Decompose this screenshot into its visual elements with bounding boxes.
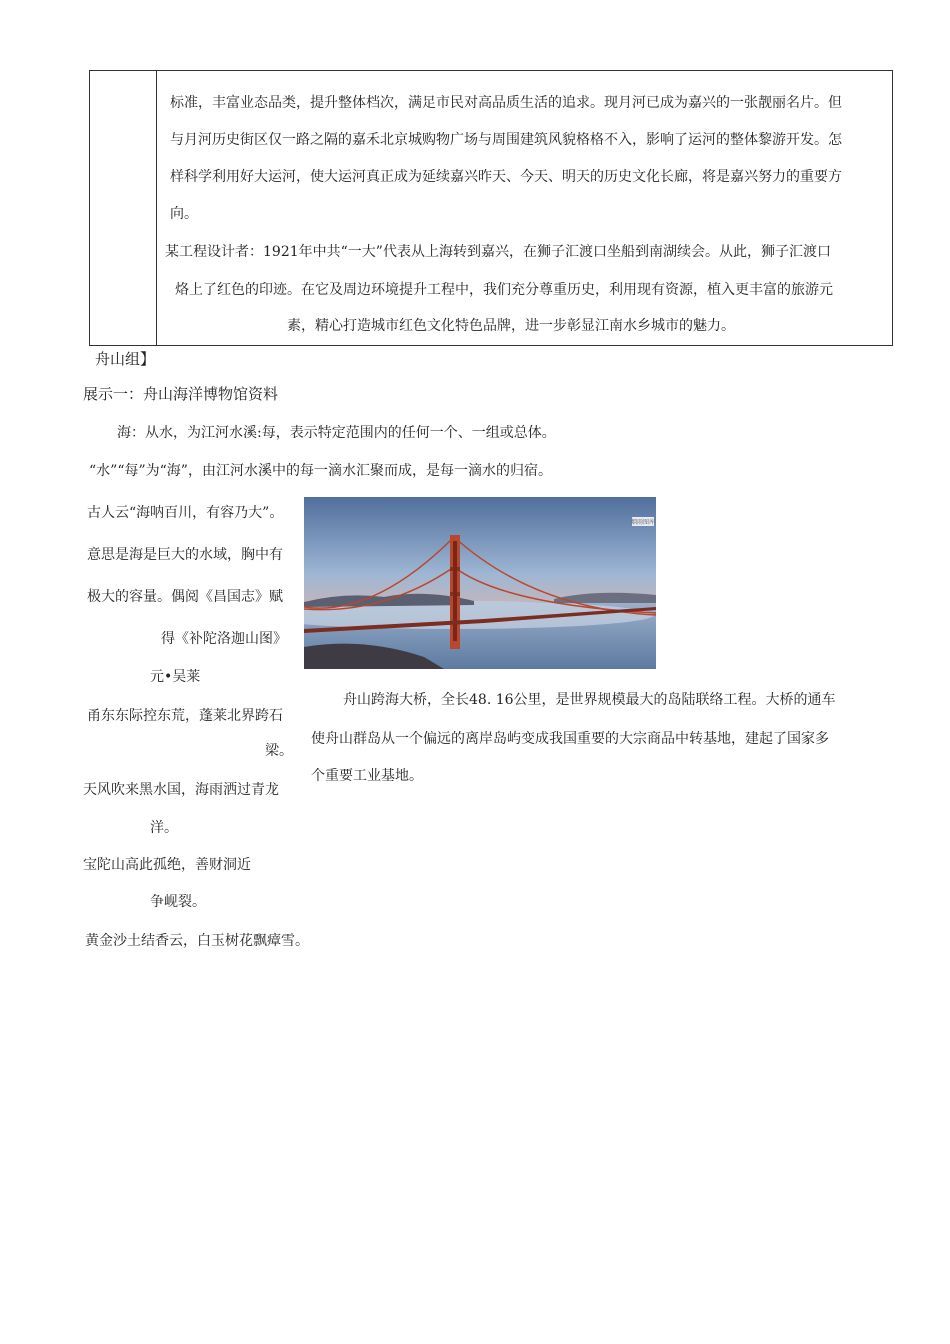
poem-line: 意思是海是巨大的水域，胸中有 (87, 547, 283, 563)
poem-line: 洋。 (150, 820, 178, 836)
intro-line: 海：从水，为江河水溪:每，表示特定范围内的任何一个、一组或总体。 (117, 425, 556, 441)
poem-line: 梁。 (265, 743, 293, 759)
table-column-divider (156, 71, 157, 345)
table-paragraph1-line: 样科学利用好大运河，使大运河真正成为延续嘉兴昨天、今天、明天的历史文化长廊，将是嘉兴努力的重要方 (170, 169, 842, 185)
poem-line: 宝陀山高此孤绝，善财洞近 (83, 857, 251, 873)
bridge-photo (304, 497, 656, 669)
section-heading: 展示一：舟山海洋博物馆资料 (83, 385, 279, 403)
bridge-image (304, 497, 656, 669)
group-title: 舟山组】 (95, 350, 156, 368)
intro-line: “水”“每”为“海”，由江河水溪中的每一滴水汇聚而成，是每一滴水的归宿。 (89, 463, 552, 479)
table-paragraph1-line: 标准，丰富业态品类，提升整体档次，满足市民对高品质生活的追求。现月河已成为嘉兴的一张靓丽名片。但 (170, 95, 842, 111)
poem-line: 甬东东际控东荒，蓬莱北界跨石 (87, 708, 283, 724)
table-paragraph2-line: 烙上了红色的印迹。在它及周边环境提升工程中，我们充分尊重历史，利用现有资源，植入更丰富的旅游元 (175, 282, 833, 298)
table-paragraph2-line: 某工程设计者：1921年中共“一大”代表从上海转到嘉兴，在狮子汇渡口坐船到南湖续会。从此，狮子汇渡口 (165, 244, 831, 260)
caption-line: 使舟山群岛从一个偏远的离岸岛屿变成我国重要的大宗商品中转基地，建起了国家多 (311, 731, 829, 747)
caption-line: 舟山跨海大桥，全长48. 16公里，是世界规模最大的岛陆联络工程。大桥的通车 (343, 692, 836, 708)
caption-line: 个重要工业基地。 (311, 768, 423, 784)
poem-line: 黄金沙土结香云，白玉树花飘瘴雪。 (85, 933, 309, 949)
poem-author: 元•吴莱 (150, 669, 201, 685)
table-paragraph2-line: 素，精心打造城市红色文化特色品牌，进一步彰显江南水乡城市的魅力。 (287, 318, 735, 334)
poem-line: 极大的容量。偶阅《昌国志》赋 (87, 589, 283, 605)
poem-line: 争岘裂。 (150, 894, 206, 910)
poem-title: 得《补陀洛迦山图》 (161, 631, 287, 647)
poem-line: 古人云“海呐百川，有容乃大”。 (87, 505, 284, 521)
table-paragraph1-line: 与月河历史街区仅一路之隔的嘉禾北京城购物广场与周围建筑风貌格格不入，影响了运河的整体黎游开发。怎 (170, 132, 842, 148)
poem-line: 天风吹来黑水国，海雨洒过青龙 (83, 782, 279, 798)
table-paragraph1-line: 向。 (170, 206, 198, 222)
photo-watermark: 烟雨图库 (630, 519, 656, 526)
